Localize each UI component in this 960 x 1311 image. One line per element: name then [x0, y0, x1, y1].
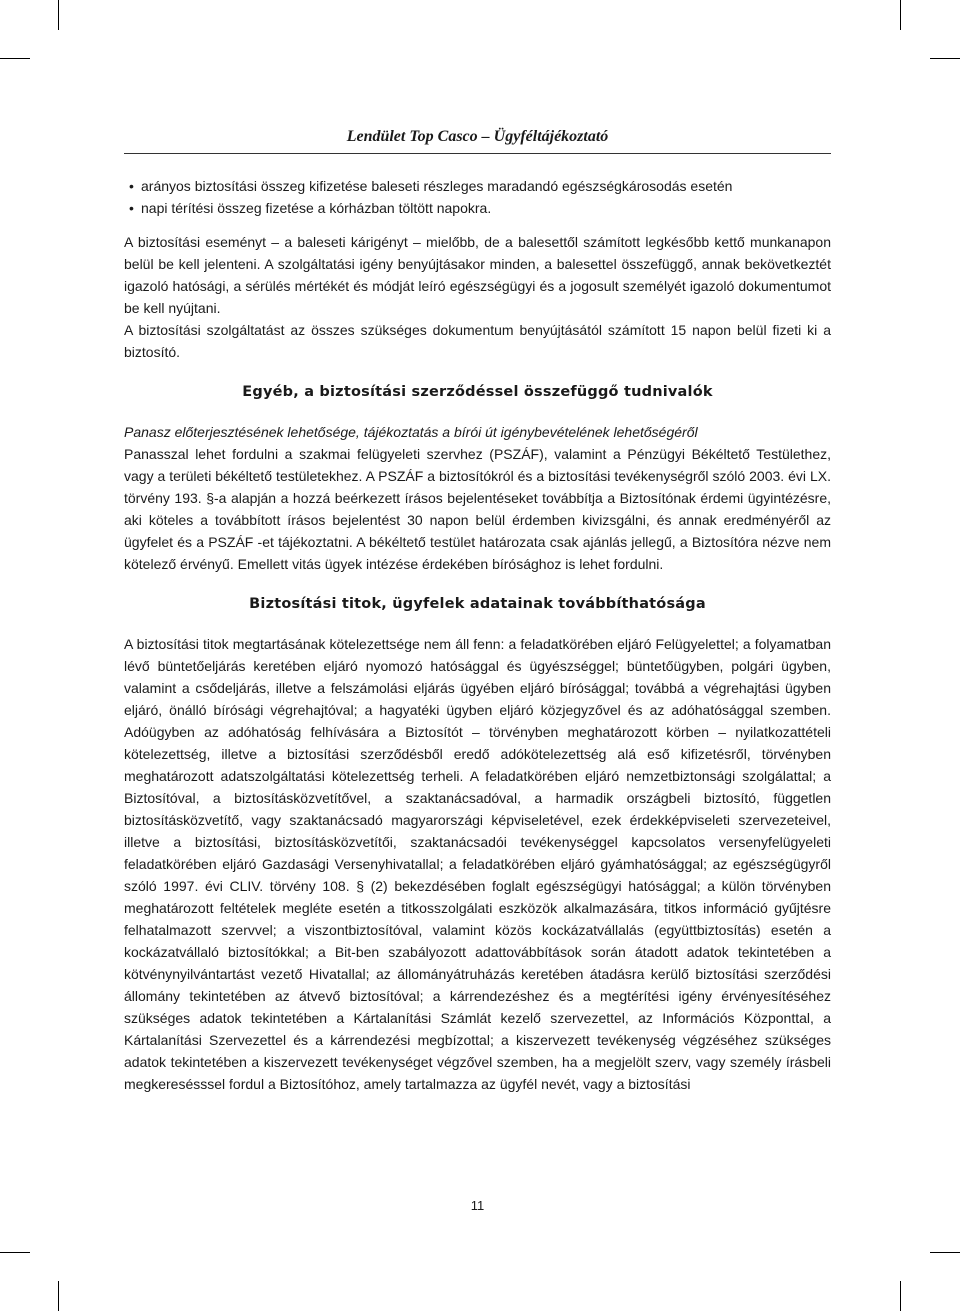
paragraph-complaints: Panasszal lehet fordulni a szakmai felügyeleti szervhez (PSZÁF), valamint a Pénzügyi Békéltető Testülethez, vagy a területi békéltető testületekhez. A PSZÁF a biztosítókról és a biztosítási tevékenységről szóló 2003. évi LX. törvény 193. §-a alapján a hozzá beérkezett írásos bejelentéseket továbbítja a Biztosítónak érdemi ügyintézésre, aki köteles a továbbított írásos bejelentést 30 napon belül érdemben kivizsgálni, és annak eredményéről az ügyfelet és a PSZÁF -et tájékoztatni. A békéltető testület határozata csak ajánlás jellegű, a Biztosítóra nézve nem kötelező érvényű. Emellett vitás ügyek intézése érdekében bírósághoz is lehet fordulni.: [124, 446, 831, 572]
intro-bullet-list: [124, 175, 831, 219]
paragraph-payment-deadline: A biztosítási szolgáltatást az összes szükséges dokumentum benyújtásától számított 15 napon belül fizeti ki a biztosító.: [124, 322, 831, 360]
crop-mark: [58, 0, 59, 30]
crop-mark: [900, 0, 901, 30]
list-item: • arányos biztosítási összeg kifizetése baleseti részleges maradandó egészségkárosodás esetén: [141, 175, 831, 197]
paragraph-insurance-secrecy: A biztosítási titok megtartásának kötelezettsége nem áll fenn: a feladatkörében eljáró Felügyelettel; a folyamatban lévő büntetőeljárás keretében eljáró nyomozó hatósággal és ügyészséggel; büntetőügyben, polgári ügyben, valamint a csődeljárás, illetve a felszámolási eljárás ügyében eljáró bírósággal; továbbá a végrehajtási ügyben eljáró, önálló bírósági végrehajtóval; a hagyatéki ügyben eljáró közjegyzővel és az adóhatósággal szemben. Adóügyben az adóhatóság felhívására a Biztosítót – törvényben meghatározott körben – nyilatkozattételi kötelezettség, illetve a biztosítási szerződésből eredő adókötelezettség alá eső kifizetésről, törvényben meghatározott adatszolgáltatási kötelezettség terheli. A feladatkörében eljáró nemzetbiztonsági szolgálattal; a Biztosítóval, a biztosításközvetítővel, a szaktanácsadóval, a harmadik országbeli biztosító, független biztosításközvetítő, vagy szaktanácsadó magyarországi képviseletével, ezek érdekképviseleti szervezeteivel, illetve a biztosítási, biztosításközvetítői, szaktanácsadói tevékenységgel kapcsolatos versenyfelügyeleti feladatkörében eljáró Gazdasági Versenyhivatallal; a feladatkörében eljáró gyámhatósággal; az egészségügyről szóló 1997. évi CLIV. törvény 108. § (2) bekezdésében foglalt egészségügyi hatósággal; a külön törvényben meghatározott feltételek megléte esetén a titkosszolgálati eszközök alkalmazására, titkos információ gyűjtésre felhatalmazott szervvel; a viszontbiztosítóval, valamint közös kockázatvállalás (együttbiztosítás) esetén a kockázatvállaló biztosítókkal; a Bit-ben szabályozott adattovábbítások során átadott adatok tekintetében a kötvénynyilvántartást vezető Hivatallal; az állományátruházás keretében átadásra kerülő biztosítási szerződési állomány tekintetében az átvevő biztosítóval; a kárrendezéshez és a megtérítési igény érvényesítéséhez szükséges adatok tekintetében a Kártalanítási Számlát kezelő szervezettel, az Információs Központtal, a Kártalanítási Szervezettel és a kárrendezési megbízottal; a kiszervezett tevékenység végzéséhez szükséges adatok tekintetében a kiszervezett tevékenységet végzővel szemben, ha a megjelölt szerv, vagy személy írásbeli megkeresésssel fordul a Biztosítóhoz, amely tartalmazza az ügyfél nevét, vagy a biztosítási: [124, 636, 831, 1092]
document-body: [124, 175, 831, 1095]
list-item: • napi térítési összeg fizetése a kórházban töltött napokra.: [141, 197, 831, 219]
crop-mark: [0, 1252, 30, 1253]
page-number: 11: [470, 1198, 485, 1213]
crop-mark: [58, 1281, 59, 1311]
header-divider: [124, 153, 831, 154]
crop-mark: [930, 58, 960, 59]
crop-mark: [0, 58, 30, 59]
paragraph-claim-reporting: A biztosítási eseményt – a baleseti kárigényt – mielőbb, de a balesettől számított legkésőbb kettő munkanapon belül be kell jelenteni. A szolgáltatási igény benyújtásakor minden, a balesettel összefüggő, annak bekövetkeztét igazoló hatósági, a sérülés mértékét és módját leíró egészségügyi és a jogosult személyét igazoló dokumentumot be kell nyújtani.: [124, 234, 831, 316]
crop-mark: [900, 1281, 901, 1311]
crop-mark: [930, 1252, 960, 1253]
section-title-insurance-secrecy: Biztosítási titok, ügyfelek adatainak továbbíthatósága: [249, 596, 706, 612]
section-title-other-info: Egyéb, a biztosítási szerződéssel összefüggő tudnivalók: [242, 384, 713, 400]
page-header: Lendület Top Casco – Ügyféltájékoztató: [346, 128, 609, 145]
subheading-complaints: Panasz előterjesztésének lehetősége, tájékoztatás a bírói út igénybevételének lehetőségéről: [124, 424, 698, 440]
